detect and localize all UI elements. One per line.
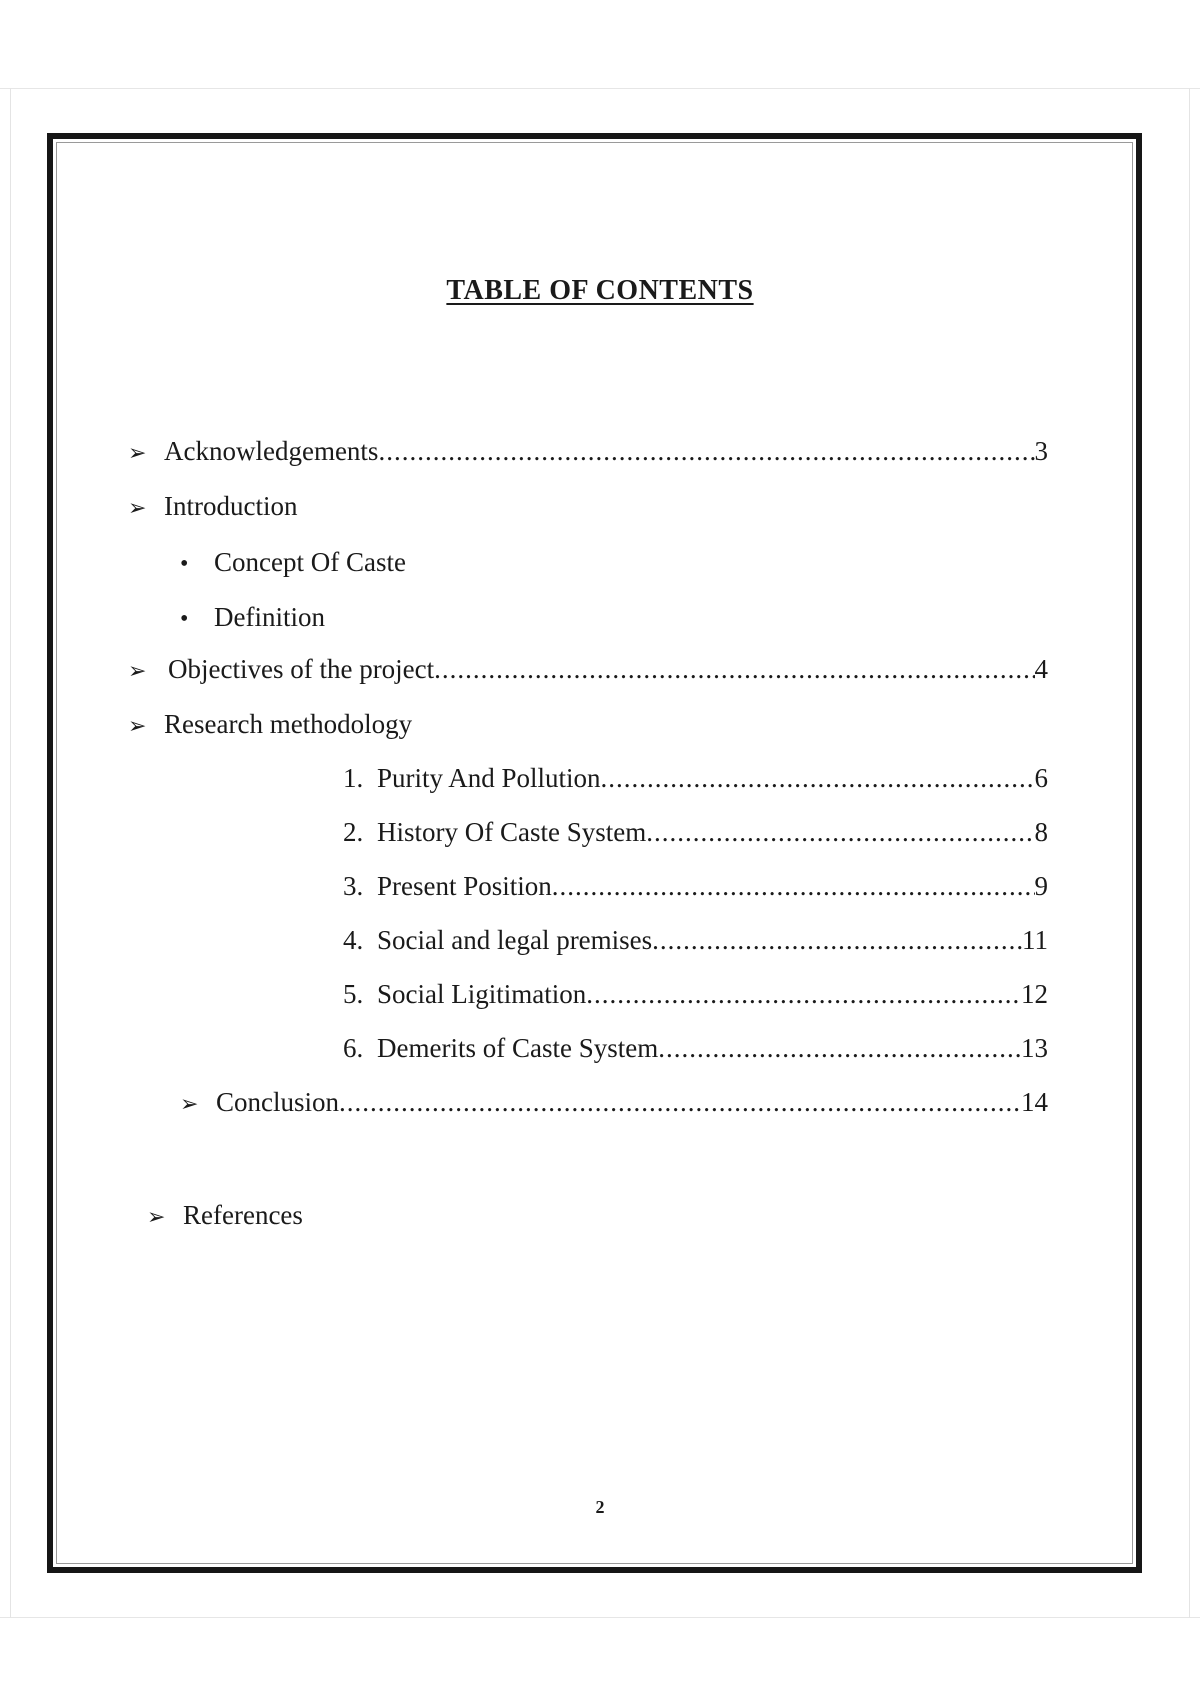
- toc-subentry-concept-of-caste: [180, 547, 780, 583]
- toc-entry-page: 4: [1034, 654, 1048, 684]
- toc-entry-label: Social and legal premises: [377, 925, 653, 955]
- dot-leader: [434, 654, 1034, 685]
- toc-entry-label: Definition: [214, 602, 325, 632]
- toc-entry-label: Concept Of Caste: [214, 547, 406, 577]
- toc-entry-references: [147, 1200, 747, 1236]
- toc-entry-acknowledgements: [128, 436, 1048, 472]
- dot-bullet-icon: •: [180, 551, 189, 577]
- page-edge-left: [10, 88, 11, 1618]
- toc-entry-introduction: [128, 491, 1048, 527]
- item-number: 1.: [343, 763, 364, 793]
- dot-bullet-icon: •: [180, 606, 189, 632]
- toc-entry-page: 9: [1034, 871, 1048, 901]
- toc-numbered-item: [343, 925, 1048, 961]
- toc-numbered-item: [343, 817, 1048, 853]
- toc-entry-label: Objectives of the project: [168, 654, 435, 684]
- page-number: 2: [595, 1497, 605, 1517]
- page-border-inner: [56, 142, 1133, 1564]
- dot-leader: [586, 979, 1021, 1010]
- arrow-bullet-icon: ➢: [147, 1204, 166, 1229]
- toc-entry-objectives: [128, 654, 1048, 690]
- toc-numbered-item: [343, 979, 1048, 1015]
- item-number: 3.: [343, 871, 364, 901]
- arrow-bullet-icon: ➢: [128, 713, 147, 738]
- toc-entry-page: 8: [1034, 817, 1048, 847]
- item-number: 2.: [343, 817, 364, 847]
- page-edge-right: [1189, 88, 1190, 1618]
- item-number: 4.: [343, 925, 364, 955]
- toc-entry-label: Purity And Pollution: [377, 763, 601, 793]
- toc-numbered-item: [343, 1033, 1048, 1069]
- arrow-bullet-icon: ➢: [128, 440, 147, 465]
- toc-entry-page: 3: [1034, 436, 1048, 466]
- toc-subentry-definition: [180, 602, 780, 638]
- toc-entry-page: 12: [1021, 979, 1048, 1009]
- dot-leader: [601, 763, 1035, 794]
- dot-leader: [552, 871, 1035, 902]
- toc-entry-label: History Of Caste System: [377, 817, 647, 847]
- arrow-bullet-icon: ➢: [180, 1091, 199, 1116]
- dot-leader: [658, 1033, 1021, 1064]
- page-title: TABLE OF CONTENTS: [446, 275, 754, 306]
- toc-entry-page: 13: [1021, 1033, 1048, 1063]
- dot-leader: [378, 436, 1034, 467]
- dot-leader: [646, 817, 1034, 848]
- toc-entry-label: Demerits of Caste System: [377, 1033, 659, 1063]
- item-number: 6.: [343, 1033, 364, 1063]
- toc-entry-conclusion: [180, 1087, 1048, 1123]
- toc-entry-label: Research methodology: [164, 709, 413, 739]
- toc-entry-research-methodology: [128, 709, 1048, 745]
- toc-entry-page: 6: [1034, 763, 1048, 793]
- arrow-bullet-icon: ➢: [128, 495, 147, 520]
- toc-numbered-item: [343, 871, 1048, 907]
- toc-entry-label: Acknowledgements: [164, 436, 379, 466]
- item-number: 5.: [343, 979, 364, 1009]
- dot-leader: [339, 1087, 1021, 1118]
- toc-entry-label: Present Position: [377, 871, 552, 901]
- toc-entry-page: 14: [1021, 1087, 1048, 1117]
- arrow-bullet-icon: ➢: [128, 658, 147, 683]
- toc-entry-page: 11: [1022, 925, 1048, 955]
- toc-entry-label: References: [183, 1200, 303, 1230]
- toc-numbered-item: [343, 763, 1048, 799]
- toc-entry-label: Conclusion: [216, 1087, 340, 1117]
- toc-entry-label: Introduction: [164, 491, 298, 521]
- toc-entry-label: Social Ligitimation: [377, 979, 587, 1009]
- dot-leader: [652, 925, 1022, 956]
